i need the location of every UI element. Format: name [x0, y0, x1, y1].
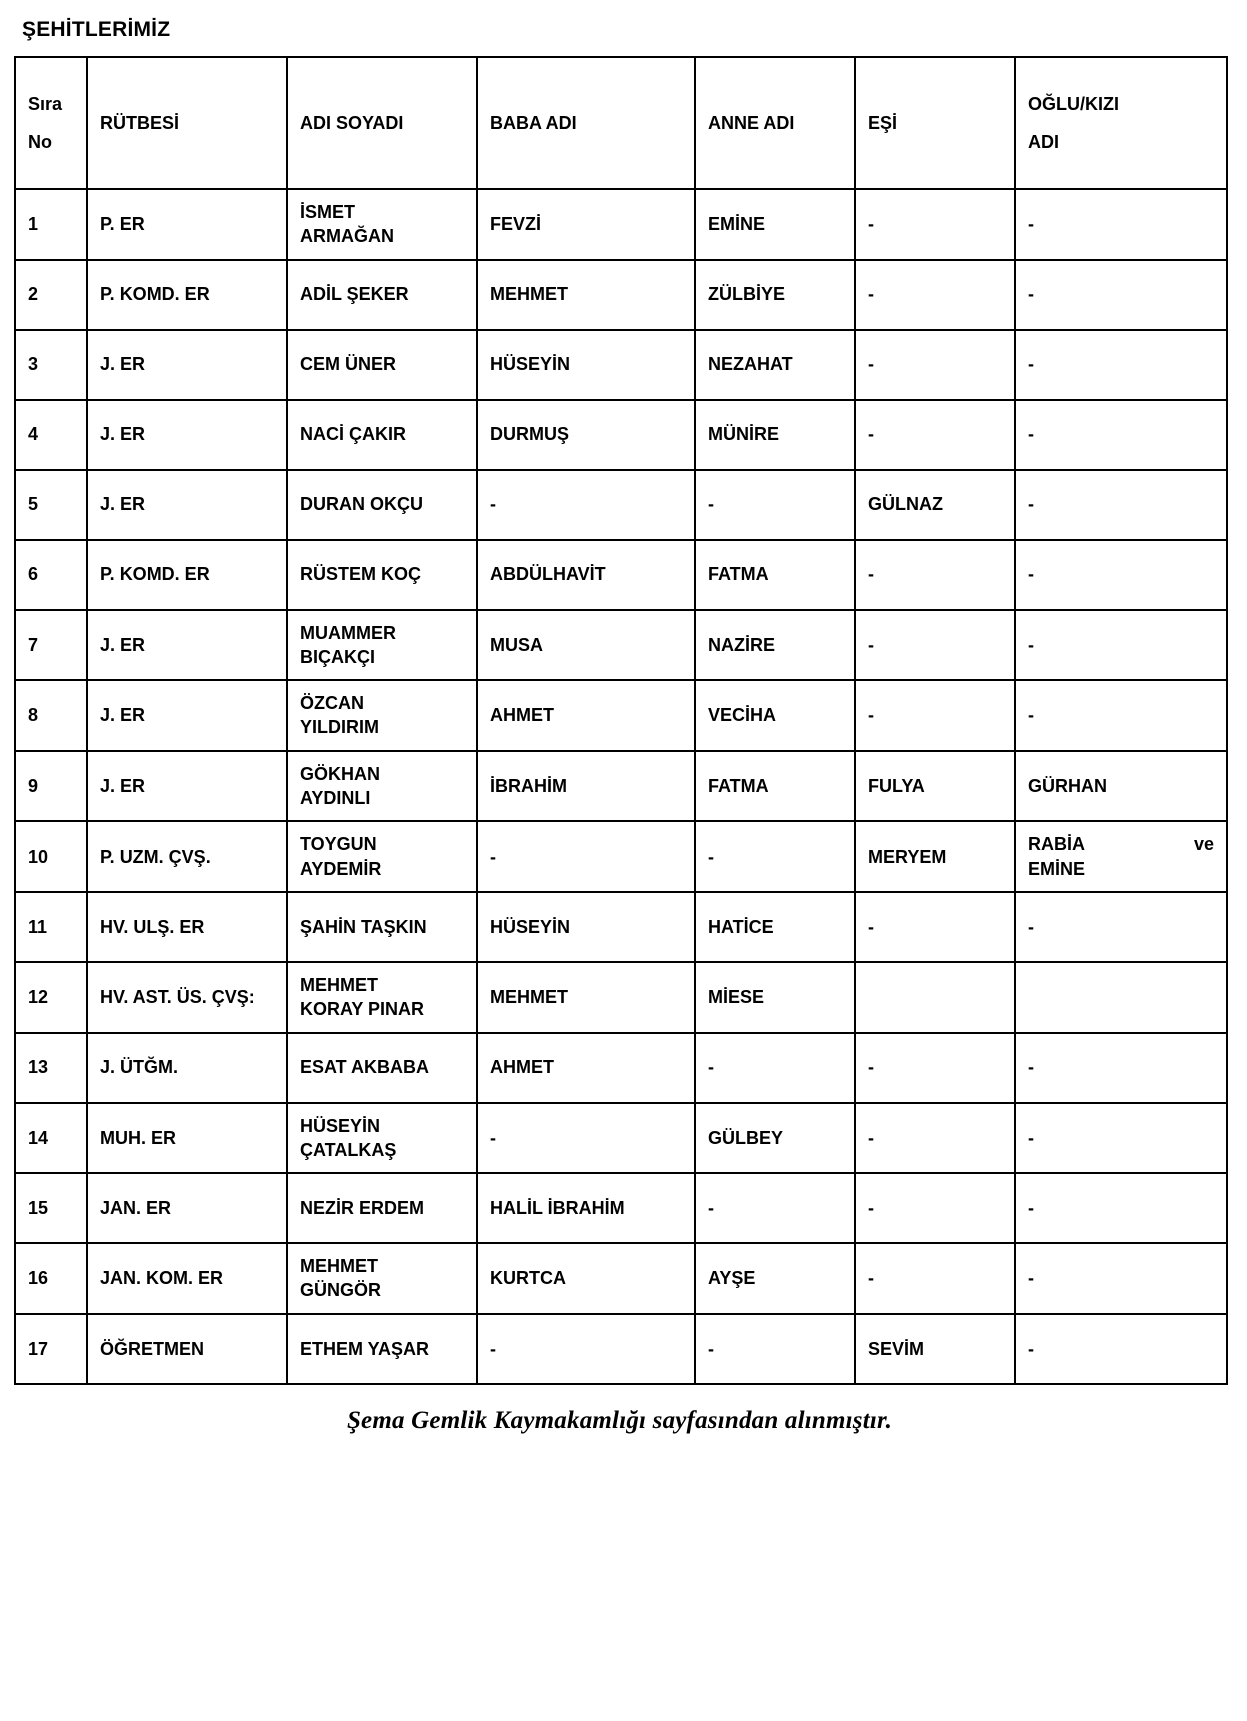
cell-baba-adi: HALİL İBRAHİM [477, 1173, 695, 1243]
cell-sira-no: 11 [15, 892, 87, 962]
cell-adi-soyadi: ETHEM YAŞAR [287, 1314, 477, 1384]
cell-adi-soyadi-line1: MEHMET [300, 974, 378, 995]
cell-baba-adi: - [477, 821, 695, 892]
column-header-sira-no [15, 57, 87, 189]
cell-adi-soyadi-line1: MEHMET [300, 1256, 378, 1277]
cell-baba-adi: DURMUŞ [477, 400, 695, 470]
cell-anne-adi: NAZİRE [695, 610, 855, 681]
column-header-sira-no-line2: No [28, 132, 52, 152]
cell-adi-soyadi-line2: GÜNGÖR [300, 1280, 381, 1301]
cell-anne-adi: MÜNİRE [695, 400, 855, 470]
cell-anne-adi: MİESE [695, 962, 855, 1033]
cell-esi: SEVİM [855, 1314, 1015, 1384]
cell-rutbe: ÖĞRETMEN [87, 1314, 287, 1384]
table-row [15, 1243, 1227, 1314]
cell-adi-soyadi [287, 189, 477, 260]
cell-anne-adi: EMİNE [695, 189, 855, 260]
cell-oglu-kizi: - [1015, 1103, 1227, 1174]
table-row [15, 962, 1227, 1033]
table-row [15, 260, 1227, 330]
table-row [15, 680, 1227, 751]
cell-baba-adi: AHMET [477, 1033, 695, 1103]
cell-rutbe: P. KOMD. ER [87, 540, 287, 610]
table-row [15, 540, 1227, 610]
cell-rutbe: HV. ULŞ. ER [87, 892, 287, 962]
table-row [15, 751, 1227, 822]
cell-oglu-kizi: - [1015, 189, 1227, 260]
column-header-baba-adi: BABA ADI [477, 57, 695, 189]
cell-sira-no: 1 [15, 189, 87, 260]
cell-rutbe: P. UZM. ÇVŞ. [87, 821, 287, 892]
cell-oglu-kizi: - [1015, 400, 1227, 470]
cell-esi: - [855, 189, 1015, 260]
cell-adi-soyadi-line2: BIÇAKÇI [300, 646, 375, 667]
cell-anne-adi: - [695, 1173, 855, 1243]
cell-oglu-kizi [1015, 821, 1227, 892]
table-row [15, 821, 1227, 892]
cell-baba-adi: AHMET [477, 680, 695, 751]
source-footnote: Şema Gemlik Kaymakamlığı sayfasından alınmıştır. [346, 1406, 893, 1434]
cell-oglu-kizi: - [1015, 1173, 1227, 1243]
column-header-anne-adi: ANNE ADI [695, 57, 855, 189]
cell-oglu-kizi [1015, 962, 1227, 1033]
cell-baba-adi: HÜSEYİN [477, 892, 695, 962]
cell-adi-soyadi-line2: AYDEMİR [300, 858, 382, 879]
cell-anne-adi: AYŞE [695, 1243, 855, 1314]
cell-esi: - [855, 540, 1015, 610]
cell-oglu-kizi: - [1015, 1314, 1227, 1384]
table-row [15, 892, 1227, 962]
column-header-oglu-kizi-adi [1015, 57, 1227, 189]
cell-adi-soyadi: NEZİR ERDEM [287, 1173, 477, 1243]
cell-adi-soyadi [287, 1103, 477, 1174]
cell-adi-soyadi [287, 821, 477, 892]
cell-sira-no: 14 [15, 1103, 87, 1174]
cell-adi-soyadi-line1: MUAMMER [300, 622, 396, 643]
cell-oglu-kizi-line1 [1028, 832, 1214, 856]
cell-sira-no: 16 [15, 1243, 87, 1314]
cell-oglu-kizi: - [1015, 260, 1227, 330]
cell-oglu-kizi: - [1015, 470, 1227, 540]
cell-esi: - [855, 680, 1015, 751]
table-row [15, 1033, 1227, 1103]
cell-rutbe: JAN. KOM. ER [87, 1243, 287, 1314]
cell-adi-soyadi-line2: AYDINLI [300, 788, 371, 809]
cell-rutbe: HV. AST. ÜS. ÇVŞ: [87, 962, 287, 1033]
cell-rutbe: J. ER [87, 610, 287, 681]
cell-adi-soyadi [287, 751, 477, 822]
cell-anne-adi: NEZAHAT [695, 330, 855, 400]
cell-sira-no: 7 [15, 610, 87, 681]
cell-esi: GÜLNAZ [855, 470, 1015, 540]
cell-adi-soyadi: ESAT AKBABA [287, 1033, 477, 1103]
cell-adi-soyadi-line2: YILDIRIM [300, 717, 379, 738]
cell-adi-soyadi [287, 680, 477, 751]
cell-adi-soyadi-line1: ÖZCAN [300, 693, 364, 714]
cell-anne-adi: GÜLBEY [695, 1103, 855, 1174]
cell-anne-adi: - [695, 1033, 855, 1103]
cell-rutbe: JAN. ER [87, 1173, 287, 1243]
cell-sira-no: 3 [15, 330, 87, 400]
table-row [15, 400, 1227, 470]
cell-sira-no: 12 [15, 962, 87, 1033]
cell-oglu-kizi: - [1015, 1243, 1227, 1314]
column-header-oglu-kizi-line1: OĞLU/KIZI [1028, 93, 1119, 114]
table-header-row [15, 57, 1227, 189]
cell-adi-soyadi [287, 962, 477, 1033]
cell-esi: FULYA [855, 751, 1015, 822]
column-header-adi-soyadi: ADI SOYADI [287, 57, 477, 189]
cell-adi-soyadi-line2: ÇATALKAŞ [300, 1139, 397, 1160]
cell-esi [855, 962, 1015, 1033]
cell-sira-no: 9 [15, 751, 87, 822]
cell-adi-soyadi: ŞAHİN TAŞKIN [287, 892, 477, 962]
cell-rutbe: J. ÜTĞM. [87, 1033, 287, 1103]
cell-adi-soyadi: RÜSTEM KOÇ [287, 540, 477, 610]
table-row [15, 330, 1227, 400]
cell-anne-adi: HATİCE [695, 892, 855, 962]
cell-baba-adi: MEHMET [477, 962, 695, 1033]
cell-baba-adi: MEHMET [477, 260, 695, 330]
cell-adi-soyadi-line1: GÖKHAN [300, 763, 380, 784]
cell-rutbe: J. ER [87, 330, 287, 400]
cell-sira-no: 10 [15, 821, 87, 892]
cell-adi-soyadi: CEM ÜNER [287, 330, 477, 400]
cell-esi: - [855, 330, 1015, 400]
martyrs-table [14, 56, 1228, 1385]
cell-adi-soyadi [287, 1243, 477, 1314]
cell-oglu-kizi-name-a: RABİA [1028, 834, 1085, 855]
table-row [15, 1314, 1227, 1384]
column-header-esi: EŞİ [855, 57, 1015, 189]
cell-anne-adi: - [695, 470, 855, 540]
cell-sira-no: 8 [15, 680, 87, 751]
cell-esi: - [855, 1243, 1015, 1314]
cell-adi-soyadi-line1: İSMET [300, 202, 356, 222]
cell-anne-adi: VECİHA [695, 680, 855, 751]
table-row [15, 1103, 1227, 1174]
cell-baba-adi: - [477, 1103, 695, 1174]
cell-baba-adi: - [477, 470, 695, 540]
cell-adi-soyadi: ADİL ŞEKER [287, 260, 477, 330]
cell-anne-adi: FATMA [695, 751, 855, 822]
cell-sira-no: 15 [15, 1173, 87, 1243]
cell-oglu-kizi: - [1015, 330, 1227, 400]
cell-esi: - [855, 892, 1015, 962]
cell-esi: - [855, 1103, 1015, 1174]
cell-oglu-kizi: - [1015, 1033, 1227, 1103]
cell-baba-adi: HÜSEYİN [477, 330, 695, 400]
cell-adi-soyadi-line2: ARMAĞAN [300, 226, 394, 247]
cell-sira-no: 17 [15, 1314, 87, 1384]
cell-oglu-kizi: - [1015, 680, 1227, 751]
cell-anne-adi: - [695, 821, 855, 892]
cell-anne-adi: ZÜLBİYE [695, 260, 855, 330]
cell-rutbe: J. ER [87, 400, 287, 470]
cell-esi: MERYEM [855, 821, 1015, 892]
cell-adi-soyadi-line2: KORAY PINAR [300, 999, 425, 1020]
page-title: ŞEHİTLERİMİZ [22, 18, 171, 41]
cell-baba-adi: - [477, 1314, 695, 1384]
table-row [15, 189, 1227, 260]
cell-esi: - [855, 400, 1015, 470]
cell-sira-no: 4 [15, 400, 87, 470]
cell-rutbe: J. ER [87, 751, 287, 822]
cell-baba-adi: ABDÜLHAVİT [477, 540, 695, 610]
column-header-rutbe: RÜTBESİ [87, 57, 287, 189]
cell-adi-soyadi: NACİ ÇAKIR [287, 400, 477, 470]
cell-esi: - [855, 260, 1015, 330]
cell-baba-adi: KURTCA [477, 1243, 695, 1314]
cell-adi-soyadi-line1: TOYGUN [300, 834, 377, 855]
cell-oglu-kizi: - [1015, 540, 1227, 610]
cell-rutbe: MUH. ER [87, 1103, 287, 1174]
table-row [15, 610, 1227, 681]
cell-anne-adi: FATMA [695, 540, 855, 610]
cell-baba-adi: İBRAHİM [477, 751, 695, 822]
cell-oglu-kizi: - [1015, 610, 1227, 681]
cell-esi: - [855, 1033, 1015, 1103]
cell-baba-adi: FEVZİ [477, 189, 695, 260]
cell-adi-soyadi [287, 610, 477, 681]
cell-esi: - [855, 610, 1015, 681]
table-row [15, 470, 1227, 540]
cell-sira-no: 6 [15, 540, 87, 610]
cell-oglu-kizi-conjunction: ve [1193, 834, 1214, 855]
cell-oglu-kizi-name-b: EMİNE [1028, 858, 1086, 879]
cell-sira-no: 5 [15, 470, 87, 540]
cell-adi-soyadi: DURAN OKÇU [287, 470, 477, 540]
cell-baba-adi: MUSA [477, 610, 695, 681]
cell-adi-soyadi-line1: HÜSEYİN [300, 1115, 381, 1136]
column-header-sira-no-line1: Sıra [28, 93, 63, 114]
cell-rutbe: P. KOMD. ER [87, 260, 287, 330]
column-header-oglu-kizi-line2: ADI [1028, 132, 1059, 152]
cell-rutbe: P. ER [87, 189, 287, 260]
cell-sira-no: 13 [15, 1033, 87, 1103]
cell-oglu-kizi: GÜRHAN [1015, 751, 1227, 822]
cell-rutbe: J. ER [87, 470, 287, 540]
cell-sira-no: 2 [15, 260, 87, 330]
table-row [15, 1173, 1227, 1243]
cell-rutbe: J. ER [87, 680, 287, 751]
cell-esi: - [855, 1173, 1015, 1243]
cell-oglu-kizi: - [1015, 892, 1227, 962]
cell-anne-adi: - [695, 1314, 855, 1384]
